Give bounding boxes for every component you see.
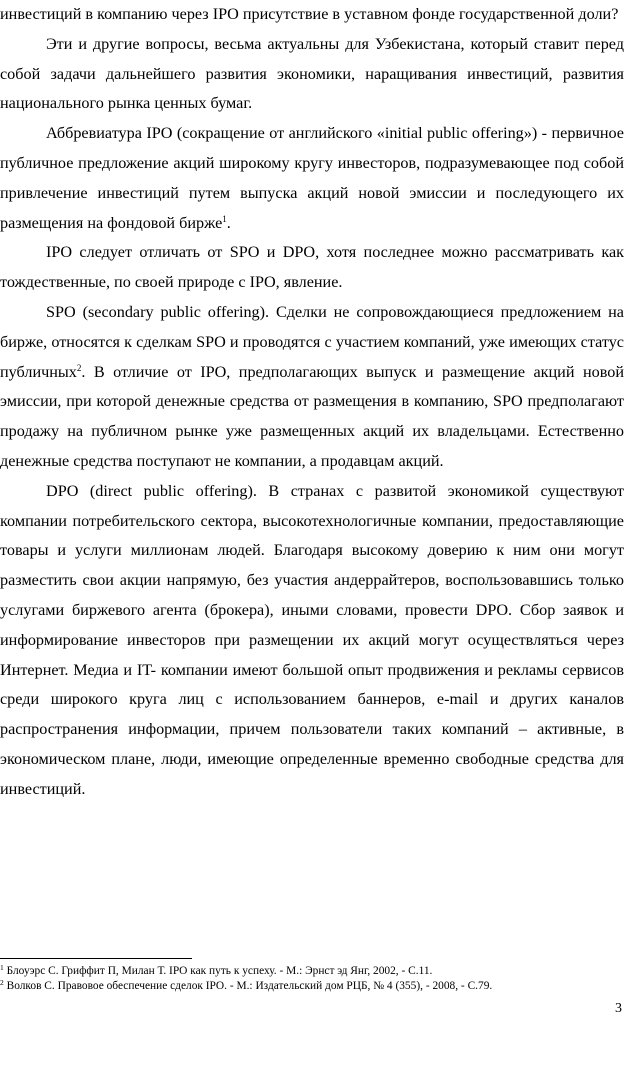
paragraph-text: Аббревиатура IPO (сокращение от английского «initial public offering») - первичное публичное предложение акций широкому кругу инвесторов, подразумевающее под собой привлечение инвестиций путем выпуска акций новой эмиссии и последующего их размещения на фондовой бирже bbox=[0, 124, 624, 232]
footnote-separator bbox=[0, 958, 192, 959]
footnote-marker-1: 1 bbox=[0, 963, 4, 972]
paragraph-text: SPO (secondary public offering). Сделки не сопровождающиеся предложением на бирже, относятся к сделкам SPO и проводятся с участием компаний, уже имеющих статус публичных bbox=[0, 302, 624, 381]
paragraph-ipo-spo-dpo bbox=[0, 238, 624, 298]
paragraph-ipo-definition bbox=[0, 119, 624, 238]
paragraph-dpo-definition bbox=[0, 477, 624, 805]
paragraph-text-after: . bbox=[226, 213, 231, 232]
footnote-2 bbox=[0, 979, 624, 994]
paragraph-text: инвестиций в компанию через IPO присутствие в уставном фонде государственной доли? bbox=[0, 5, 619, 23]
paragraph-spo-definition bbox=[0, 298, 624, 477]
paragraph-text: Эти и другие вопросы, весьма актуальны для Узбекистана, который ставит перед собой задачи дальнейшего развития экономики, наращивания инвестиций, развития национального рынка ценных бумаг. bbox=[0, 34, 624, 113]
footnote-1 bbox=[0, 964, 624, 979]
paragraph-uzbekistan-relevance bbox=[0, 30, 624, 119]
paragraph-text: IPO следует отличать от SPO и DPO, хотя последнее можно рассматривать как тождественные, по своей природе с IPO, явление. bbox=[0, 243, 624, 292]
footnote-text: Блоуэрс С. Гриффит П, Милан Т. IPO как путь к успеху. - М.: Эрнст эд Янг, 2002, - С.11. bbox=[6, 965, 433, 977]
paragraph-text: DPO (direct public offering). В странах с развитой экономикой существуют компании потребительского сектора, высокотехнологичные компании, предоставляющие товары и услуги миллионам людей. Благодаря высокому доверию к ним они могут разместить свои акции напрямую, без участия андеррайтеров, воспользовавшись только услугами биржевого агента (брокера), иными словами, провести DPO. Сбор заявок и информирование инвесторов при размещении их акций могут осуществляться через Интернет. Медиа и IT- компании имеют большой опыт продвижения и рекламы сервисов среди широкого круга лиц с использованием баннеров, e-mail и других каналов распространения информации, причем пользователи таких компаний – активные, в экономическом плане, люди, имеющие определенные временно свободные средства для инвестиций. bbox=[0, 481, 624, 798]
footnote-reference-1: 1 bbox=[222, 213, 227, 224]
footnotes bbox=[0, 964, 624, 994]
footnote-reference-2: 2 bbox=[76, 362, 82, 373]
page-number: 3 bbox=[615, 1001, 622, 1016]
footnote-text: Волков С. Правовое обеспечение сделок IPO. - М.: Издательский дом РЦБ, № 4 (355), - 2008, - С.79. bbox=[6, 980, 493, 992]
footnote-marker-2: 2 bbox=[0, 978, 4, 987]
paragraph-ipo-question-continued bbox=[0, 0, 624, 30]
paragraph-text-after: . В отличие от IPO, предполагающих выпуск и размещение акций новой эмиссии, при которой денежные средства от размещения в компанию, SPO предполагают продажу на публичном рынке уже размещенных акций их владельцами. Естественно денежные средства поступают не компании, а продавцам акций. bbox=[0, 362, 624, 470]
